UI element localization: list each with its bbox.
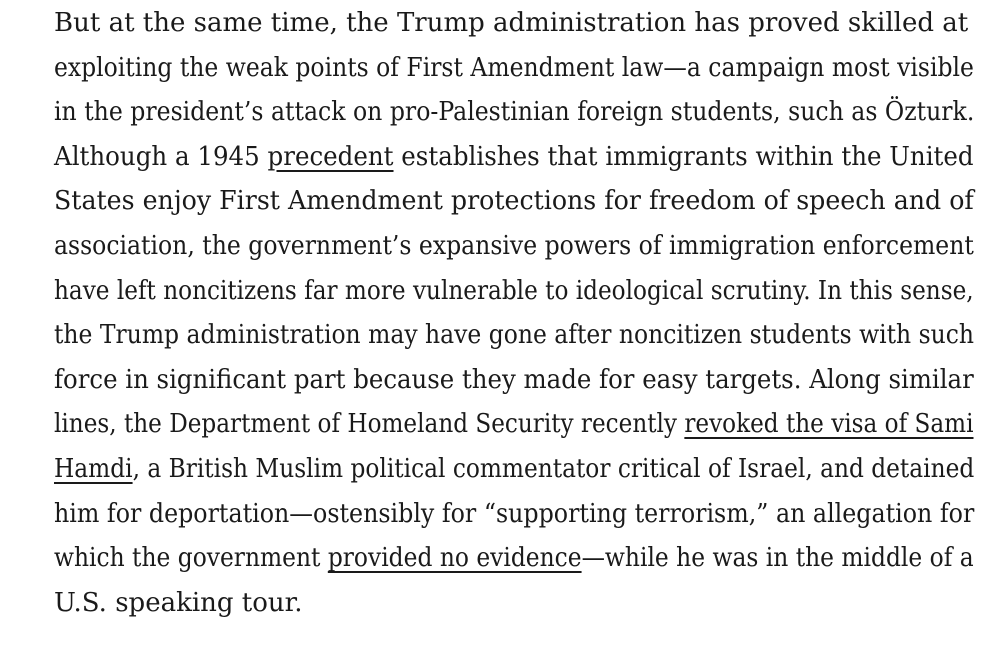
text-segment: Although a 1945 — [54, 141, 268, 172]
link-revoked-visa-continued[interactable]: Hamdi — [54, 453, 133, 484]
text-line: States enjoy First Amendment protections for freedom of speech and of — [54, 186, 974, 217]
text-segment: —while he was in the middle of a — [581, 543, 974, 574]
article-body — [54, 0, 974, 625]
text-line: association, the government’s expansive powers of immigration enforcement — [54, 230, 974, 261]
text-line — [54, 402, 974, 447]
text-line — [54, 447, 975, 492]
text-segment: establishes that immigrants within the United — [393, 141, 974, 172]
text-segment: which the government — [54, 543, 328, 574]
text-line: the Trump administration may have gone after noncitizen students with such — [54, 320, 975, 351]
text-line — [54, 135, 974, 180]
text-segment: , a British Muslim political commentator critical of Israel, and detained — [132, 453, 975, 484]
text-line: exploiting the weak points of First Amendment law—a campaign most visible — [54, 52, 974, 83]
link-precedent[interactable]: precedent — [267, 141, 394, 172]
text-line: force in significant part because they made for easy targets. Along similar — [54, 364, 974, 395]
text-line: But at the same time, the Trump administration has proved skilled at — [54, 8, 969, 38]
text-line: have left noncitizens far more vulnerable to ideological scrutiny. In this sense, — [54, 275, 974, 306]
text-segment: lines, the Department of Homeland Security recently — [54, 409, 685, 440]
text-line — [54, 536, 974, 581]
link-revoked-visa[interactable]: revoked the visa of Sami — [684, 409, 974, 440]
text-line: in the president’s attack on pro-Palestinian foreign students, such as Özturk. — [54, 97, 975, 128]
text-line: him for deportation—ostensibly for “supporting terrorism,” an allegation for — [54, 498, 975, 529]
text-line: U.S. speaking tour. — [54, 587, 303, 618]
link-no-evidence[interactable]: provided no evidence — [327, 543, 582, 574]
